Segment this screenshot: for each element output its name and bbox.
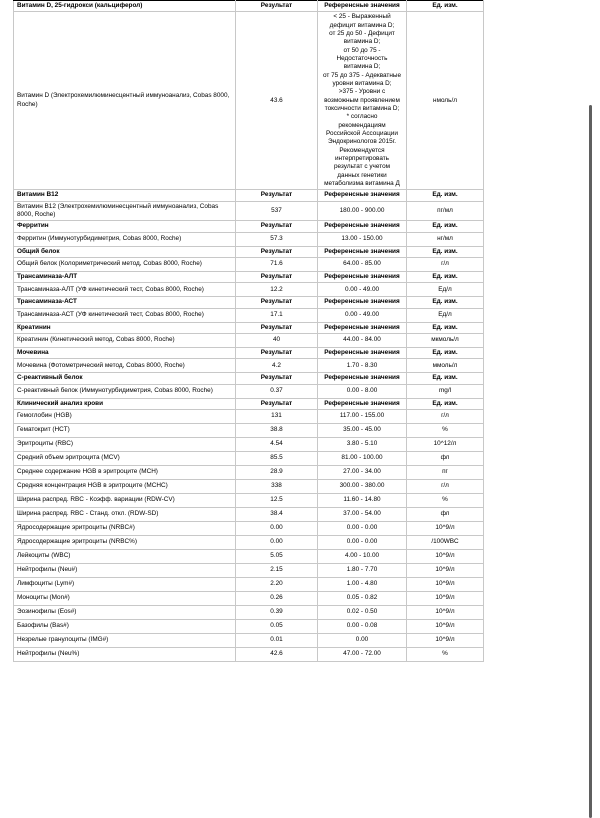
section-title: Клинический анализ крови [14,398,236,409]
reference-line: возможным проявлением [324,96,400,104]
test-result: 38.4 [236,507,318,521]
reference-line: дефицит витамина D; [329,21,395,29]
test-unit: ммоль/л [407,359,484,373]
test-result: 0.37 [236,384,318,398]
reference-line: < 25 - Выраженный [333,13,391,21]
section-header [14,1,484,12]
test-result: 537 [236,201,318,221]
reference-range: 11.60 - 14.80 [318,493,407,507]
reference-column-header: Референсные значения [318,347,407,358]
unit-column-header: Ед. изм. [407,221,484,232]
reference-range: 300.00 - 380.00 [318,479,407,493]
test-unit: 10^9/л [407,619,484,633]
test-result: 71.6 [236,257,318,271]
reference-line: от 25 до 50 - Дефицит [329,29,395,37]
reference-line: витамина D; [343,38,381,46]
reference-range: 0.00 - 49.00 [318,283,407,297]
test-name: Ядросодержащие эритроциты (NRBC%) [14,535,236,549]
table-row [14,535,484,549]
reference-column-header: Референсные значения [318,221,407,232]
table-row [14,549,484,563]
result-column-header: Результат [236,190,318,201]
test-result: 5.05 [236,549,318,563]
reference-range: 117.00 - 155.00 [318,409,407,423]
table-row [14,521,484,535]
test-result: 42.6 [236,647,318,661]
result-column-header: Результат [236,221,318,232]
table-row [14,333,484,347]
test-result: 338 [236,479,318,493]
reference-line: Эндокринологов 2015г. [327,138,397,146]
table-row [14,479,484,493]
test-unit: пг/мл [407,201,484,221]
lab-results-table [13,0,484,662]
table-row [14,577,484,591]
reference-range: 1.70 - 8.30 [318,359,407,373]
section-title: Витамин B12 [14,190,236,201]
reference-line: интерпретировать [334,154,390,162]
test-result: 43.6 [236,12,318,190]
unit-column-header: Ед. изм. [407,297,484,308]
section-title: Трансаминаза-АЛТ [14,271,236,282]
table-row [14,384,484,398]
reference-line: метаболизма витамина Д [324,179,400,187]
reference-range: 37.00 - 54.00 [318,507,407,521]
section-title: Витамин D, 25-гидрокси (кальциферол) [14,1,236,12]
reference-column-header: Референсные значения [318,373,407,384]
unit-column-header: Ед. изм. [407,246,484,257]
table-row [14,493,484,507]
table-row [14,308,484,322]
test-name: Ширина распред. RBC - Станд. откл. (RDW-SD) [14,507,236,521]
reference-range: 64.00 - 85.00 [318,257,407,271]
test-name: Базофилы (Bas#) [14,619,236,633]
test-unit: г/л [407,257,484,271]
test-result: 2.20 [236,577,318,591]
unit-column-header: Ед. изм. [407,398,484,409]
test-unit: 10^9/л [407,577,484,591]
table-row [14,437,484,451]
unit-column-header: Ед. изм. [407,373,484,384]
result-column-header: Результат [236,322,318,333]
test-name: Среднее содержание HGB в эритроците (MCH) [14,465,236,479]
test-unit: фл [407,507,484,521]
section-header [14,373,484,384]
test-name: Витамин B12 (Электрохемилюминесцентный иммуноанализ, Cobas 8000, Roche) [14,201,236,221]
reference-column-header: Референсные значения [318,297,407,308]
reference-range: 27.00 - 34.00 [318,465,407,479]
table-row [14,257,484,271]
test-name: Средняя концентрация HGB в эритроците (MCHC) [14,479,236,493]
test-unit: нмоль/л [407,12,484,190]
test-result: 0.39 [236,605,318,619]
result-column-header: Результат [236,271,318,282]
reference-range: 0.00 - 0.08 [318,619,407,633]
section-header [14,398,484,409]
reference-line: от 50 до 75 - [343,46,381,54]
reference-range: 0.02 - 0.50 [318,605,407,619]
test-name: Эозинофилы (Eos#) [14,605,236,619]
test-name: Ферритин (Иммунотурбидиметрия, Cobas 8000, Roche) [14,232,236,246]
test-unit: мкмоль/л [407,333,484,347]
test-name: Ядросодержащие эритроциты (NRBC#) [14,521,236,535]
reference-line: Российской Ассоциации [326,129,398,137]
reference-column-header: Референсные значения [318,246,407,257]
reference-line: Недостаточность [336,54,388,62]
reference-range: 0.00 - 49.00 [318,308,407,322]
section-title: Трансаминаза-АСТ [14,297,236,308]
table-row [14,201,484,221]
test-name: Трансаминаза-АСТ (УФ кинетический тест, Cobas 8000, Roche) [14,308,236,322]
test-result: 12.5 [236,493,318,507]
section-header [14,297,484,308]
test-result: 131 [236,409,318,423]
result-column-header: Результат [236,1,318,12]
test-name: Лейкоциты (WBC) [14,549,236,563]
reference-range [318,12,407,190]
test-unit: фл [407,451,484,465]
test-result: 85.5 [236,451,318,465]
table-row [14,451,484,465]
table-row [14,465,484,479]
test-result: 40 [236,333,318,347]
reference-column-header: Референсные значения [318,398,407,409]
reference-line: результат с учетом [333,163,391,171]
table-row [14,232,484,246]
reference-line: токсичности витамина D; [324,104,400,112]
table-row [14,591,484,605]
test-result: 38.8 [236,423,318,437]
result-column-header: Результат [236,347,318,358]
section-header [14,271,484,282]
test-unit: /100WBC [407,535,484,549]
section-title: Общий белок [14,246,236,257]
test-unit: 10^9/л [407,591,484,605]
test-result: 0.00 [236,521,318,535]
result-column-header: Результат [236,246,318,257]
reference-line: >375 - Уровни с [338,88,386,96]
test-result: 0.00 [236,535,318,549]
test-result: 0.26 [236,591,318,605]
test-unit: 10^9/л [407,549,484,563]
section-title: Ферритин [14,221,236,232]
reference-column-header: Референсные значения [318,322,407,333]
section-title: Креатинин [14,322,236,333]
table-row [14,359,484,373]
test-name: Незрелые гранулоциты (IMG#) [14,633,236,647]
vertical-scrollbar[interactable] [589,105,592,818]
test-name: С-реактивный белок (Иммунотурбидиметрия, Cobas 8000, Roche) [14,384,236,398]
reference-range: 1.80 - 7.70 [318,563,407,577]
test-unit: 10^9/л [407,521,484,535]
unit-column-header: Ед. изм. [407,322,484,333]
reference-range: 81.00 - 100.00 [318,451,407,465]
reference-range: 0.00 - 0.00 [318,535,407,549]
test-unit: 10^9/л [407,563,484,577]
test-name: Средний объем эритроцита (MCV) [14,451,236,465]
test-unit: mg/l [407,384,484,398]
test-result: 57.3 [236,232,318,246]
unit-column-header: Ед. изм. [407,271,484,282]
test-name: Ширина распред. RBC - Коэфф. вариации (RDW-CV) [14,493,236,507]
test-name: Витамин D (Электрохемилюминесцентный иммуноанализ, Cobas 8000, Roche) [14,12,236,190]
test-result: 28.9 [236,465,318,479]
section-title: С-реактивный белок [14,373,236,384]
table-row [14,12,484,190]
test-name: Гематокрит (HCT) [14,423,236,437]
table-row [14,283,484,297]
test-name: Моноциты (Mon#) [14,591,236,605]
table-row [14,423,484,437]
test-unit: % [407,647,484,661]
result-column-header: Результат [236,373,318,384]
table-row [14,605,484,619]
reference-line: от 75 до 375 - Адекватные [322,71,402,79]
table-row [14,563,484,577]
reference-range: 0.00 [318,633,407,647]
test-name: Лимфоциты (Lym#) [14,577,236,591]
result-column-header: Результат [236,398,318,409]
reference-range: 44.00 - 84.00 [318,333,407,347]
reference-line: витамина D; [343,63,381,71]
test-name: Общий белок (Колориметрический метод, Cobas 8000, Roche) [14,257,236,271]
test-name: Трансаминаза-АЛТ (УФ кинетический тест, Cobas 8000, Roche) [14,283,236,297]
test-unit: % [407,423,484,437]
reference-range: 0.00 - 0.00 [318,521,407,535]
table-row [14,647,484,661]
reference-range: 1.00 - 4.80 [318,577,407,591]
result-column-header: Результат [236,297,318,308]
reference-column-header: Референсные значения [318,190,407,201]
table-row [14,507,484,521]
test-unit: нг/мл [407,232,484,246]
reference-range: 4.00 - 10.00 [318,549,407,563]
test-name: Эритроциты (RBC) [14,437,236,451]
reference-line: рекомендациям [338,121,386,129]
test-unit: г/л [407,409,484,423]
reference-line: * согласно [346,113,378,121]
reference-range: 35.00 - 45.00 [318,423,407,437]
test-result: 0.05 [236,619,318,633]
test-unit: % [407,493,484,507]
reference-line: данных генетики [337,171,387,179]
test-result: 12.2 [236,283,318,297]
test-result: 0.01 [236,633,318,647]
unit-column-header: Ед. изм. [407,1,484,12]
unit-column-header: Ед. изм. [407,190,484,201]
test-result: 4.2 [236,359,318,373]
test-result: 17.1 [236,308,318,322]
section-header [14,221,484,232]
section-header [14,246,484,257]
reference-column-header: Референсные значения [318,271,407,282]
reference-range: 3.80 - 5.10 [318,437,407,451]
test-unit: пг [407,465,484,479]
section-header [14,190,484,201]
reference-column-header: Референсные значения [318,1,407,12]
section-title: Мочевина [14,347,236,358]
table-row [14,409,484,423]
reference-range: 13.00 - 150.00 [318,232,407,246]
reference-range: 0.00 - 8.00 [318,384,407,398]
test-name: Нейтрофилы (Neu#) [14,563,236,577]
test-name: Гемоглобин (HGB) [14,409,236,423]
reference-range: 180.00 - 900.00 [318,201,407,221]
test-unit: Ед/л [407,283,484,297]
reference-range: 47.00 - 72.00 [318,647,407,661]
test-result: 4.54 [236,437,318,451]
reference-line: уровни витамина D; [332,79,392,87]
reference-range: 0.05 - 0.82 [318,591,407,605]
test-name: Нейтрофилы (Neu%) [14,647,236,661]
test-name: Мочевина (Фотометрический метод, Cobas 8000, Roche) [14,359,236,373]
test-unit: 10^9/л [407,633,484,647]
table-row [14,633,484,647]
table-row [14,619,484,633]
test-unit: Ед/л [407,308,484,322]
reference-line: Рекомендуется [339,146,385,154]
test-name: Креатинин (Кинетический метод, Cobas 8000, Roche) [14,333,236,347]
section-header [14,347,484,358]
section-header [14,322,484,333]
test-unit: 10^12/л [407,437,484,451]
unit-column-header: Ед. изм. [407,347,484,358]
test-unit: 10^9/л [407,605,484,619]
test-result: 2.15 [236,563,318,577]
test-unit: г/л [407,479,484,493]
